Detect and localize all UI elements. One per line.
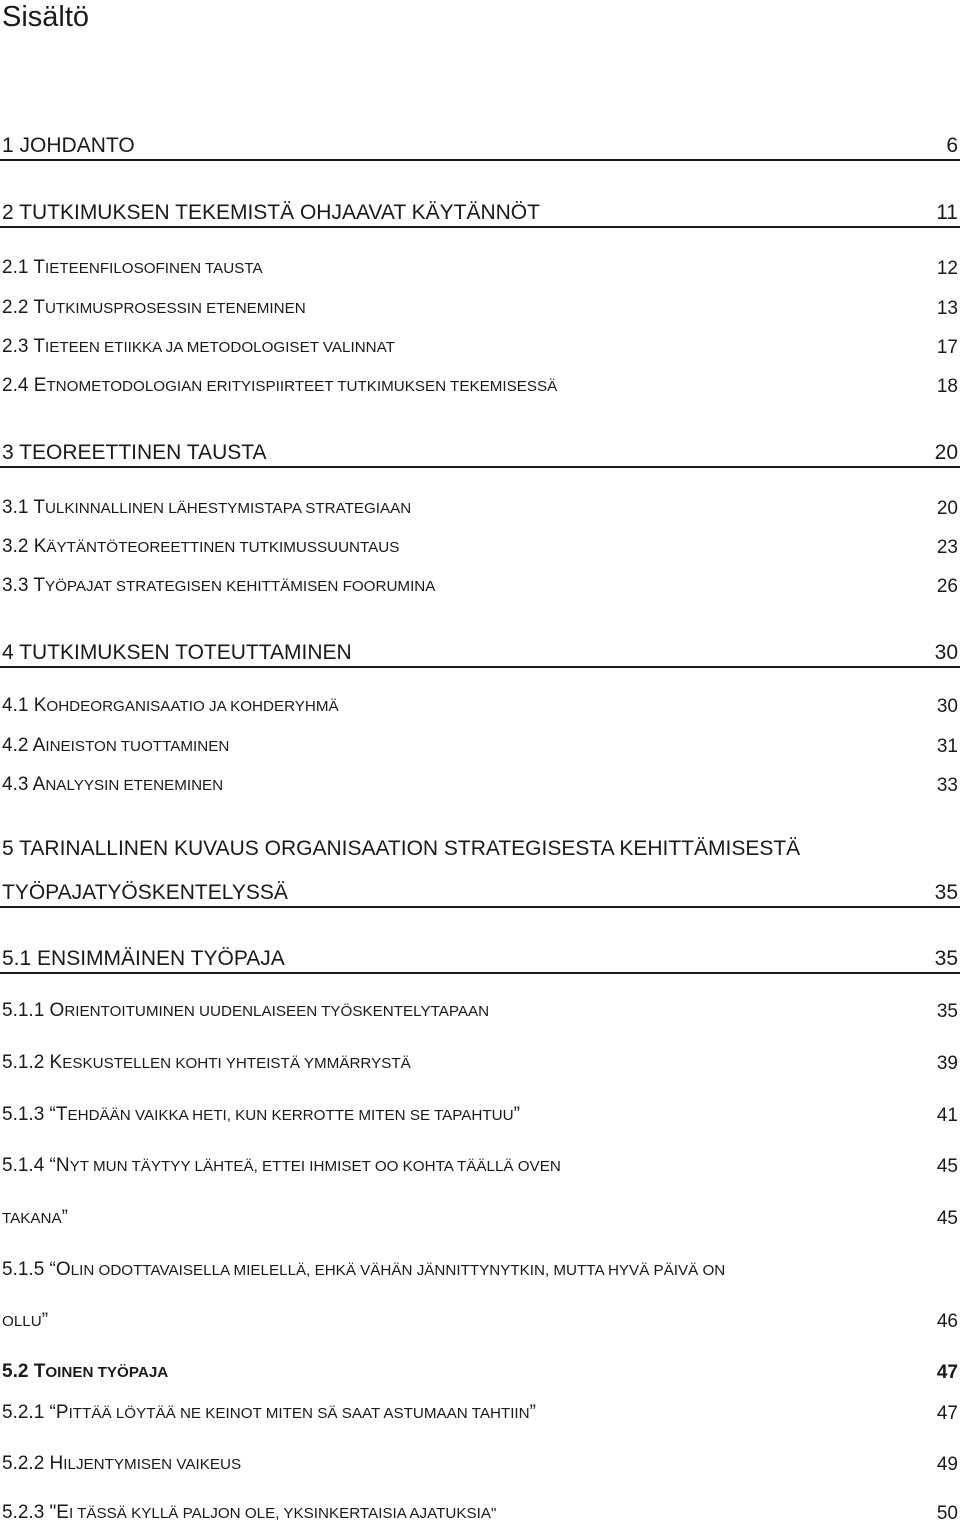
toc-title: “OLIN ODOTTAVAISELLA MIELELLÄ, EHKÄ VÄHÄN JÄNNITTYNYTKIN, MUTTA HYVÄ PÄIVÄ ON — [49, 1259, 726, 1280]
toc-entry-5-2-3[interactable] — [0, 1500, 960, 1526]
toc-title: TUTKIMUSPROSESSIN ETENEMINEN — [33, 297, 306, 318]
toc-title: HILJENTYMISEN VAIKEUS — [49, 1453, 242, 1474]
toc-number: 5.1.2 — [2, 1052, 45, 1073]
toc-number: 5.1.5 — [2, 1259, 45, 1280]
toc-entry-4[interactable] — [0, 638, 960, 668]
toc-entry-2-2[interactable] — [0, 295, 960, 321]
toc-title: TULKINNALLINEN LÄHESTYMISTAPA STRATEGIAAN — [33, 497, 412, 518]
toc-page: 35 — [936, 1001, 958, 1022]
toc-title: TEOREETTINEN TAUSTA — [19, 441, 267, 464]
toc-number: 5 — [2, 837, 14, 860]
toc-number: 3.1 — [2, 497, 29, 518]
toc-page: 20 — [934, 441, 958, 464]
toc-number: 4.2 — [2, 735, 29, 756]
toc-page: 35 — [934, 881, 958, 904]
toc-page: 45 — [936, 1208, 958, 1229]
toc-title: KOHDEORGANISAATIO JA KOHDERYHMÄ — [33, 695, 339, 716]
toc-title: TOINEN TYÖPAJA — [33, 1361, 169, 1382]
toc-entry-2-1[interactable] — [0, 255, 960, 281]
toc-title: TUTKIMUKSEN TEKEMISTÄ OHJAAVAT KÄYTÄNNÖT — [19, 201, 540, 224]
toc-number: 5.1.1 — [2, 1000, 45, 1021]
toc-entry-3-2[interactable] — [0, 534, 960, 560]
toc-page: 47 — [936, 1362, 958, 1383]
toc-entry-4-1[interactable] — [0, 693, 960, 719]
toc-title: “NYT MUN TÄYTYY LÄHTEÄ, ETTEI IHMISET OO KOHTA TÄÄLLÄ OVEN — [49, 1155, 561, 1176]
toc-title: ANALYYSIN ETENEMINEN — [32, 774, 224, 795]
toc-number: 5.1 — [2, 947, 32, 970]
toc-page: 45 — [936, 1156, 958, 1177]
toc-number: 2.3 — [2, 336, 29, 357]
toc-entry-4-2[interactable] — [0, 733, 960, 759]
toc-entry-3[interactable] — [0, 438, 960, 468]
toc-page: 13 — [936, 298, 958, 319]
toc-page: 23 — [936, 537, 958, 558]
toc-title: "EI TÄSSÄ KYLLÄ PALJON OLE, YKSINKERTAISIA AJATUKSIA" — [49, 1502, 497, 1523]
toc-title-cont: OLLU — [2, 1313, 42, 1330]
toc-page: 12 — [936, 258, 958, 279]
toc-title: TIETEENFILOSOFINEN TAUSTA — [33, 257, 263, 278]
toc-title: TIETEEN ETIIKKA JA METODOLOGISET VALINNAT — [33, 336, 395, 357]
toc-number: 2.4 — [2, 375, 29, 396]
toc-entry-5-1-5[interactable] — [0, 1257, 960, 1283]
toc-page: 11 — [936, 201, 958, 224]
toc-entry-5[interactable] — [0, 836, 960, 908]
page-title: Sisältö — [2, 1, 90, 33]
toc-title: KÄYTÄNTÖTEOREETTINEN TUTKIMUSSUUNTAUS — [33, 536, 400, 557]
toc-page: 35 — [934, 947, 958, 970]
toc-number: 5.2.3 — [2, 1502, 45, 1523]
toc-page: 33 — [936, 775, 958, 796]
toc-page: 20 — [936, 498, 958, 519]
toc-title: ETNOMETODOLOGIAN ERITYISPIIRTEET TUTKIMUKSEN TEKEMISESSÄ — [33, 375, 558, 396]
toc-title: “PITTÄÄ LÖYTÄÄ NE KEINOT MITEN SÄ SAAT ASTUMAAN TAHTIIN” — [49, 1402, 536, 1423]
toc-number: 2.2 — [2, 297, 29, 318]
toc-page: 17 — [936, 337, 958, 358]
toc-title: “TEHDÄÄN VAIKKA HETI, KUN KERROTTE MITEN SE TAPAHTUU” — [49, 1104, 520, 1125]
toc-entry-2[interactable] — [0, 198, 960, 228]
toc-number: 1 — [2, 134, 14, 157]
toc-entry-5-2-1[interactable] — [0, 1400, 960, 1426]
toc-title-cont: TAKANA — [2, 1210, 62, 1227]
toc-number: 4.3 — [2, 774, 29, 795]
toc-title: KESKUSTELLEN KOHTI YHTEISTÄ YMMÄRRYSTÄ — [49, 1052, 411, 1073]
toc-number: 2 — [2, 201, 14, 224]
toc-number: 3 — [2, 441, 14, 464]
toc-page: 46 — [936, 1311, 958, 1332]
toc-entry-3-3[interactable] — [0, 573, 960, 599]
toc-page: 6 — [946, 134, 958, 157]
toc-title: JOHDANTO — [19, 134, 135, 157]
toc-entry-3-1[interactable] — [0, 495, 960, 521]
toc-number: 5.2.2 — [2, 1453, 45, 1474]
toc-entry-5-2-2[interactable] — [0, 1451, 960, 1477]
toc-page: 18 — [936, 376, 958, 397]
toc-page: 26 — [936, 576, 958, 597]
toc-entry-5-1-2[interactable] — [0, 1050, 960, 1076]
toc-page: 50 — [936, 1503, 958, 1524]
toc-entry-5-2[interactable] — [0, 1359, 960, 1385]
toc-number: 4 — [2, 641, 14, 664]
toc-page: 30 — [934, 641, 958, 664]
toc-page: 47 — [936, 1403, 958, 1424]
toc-entry-5-1[interactable] — [0, 944, 960, 974]
toc-entry-2-3[interactable] — [0, 334, 960, 360]
toc-number: 5.2 — [2, 1361, 29, 1382]
toc-page: 31 — [936, 736, 958, 757]
toc-title: TUTKIMUKSEN TOTEUTTAMINEN — [19, 641, 352, 664]
toc-page: 49 — [936, 1454, 958, 1475]
toc-number: 3.2 — [2, 536, 29, 557]
toc-number: 5.1.3 — [2, 1104, 45, 1125]
toc-entry-1[interactable] — [0, 131, 960, 161]
toc-entry-5-1-1[interactable] — [0, 998, 960, 1024]
toc-entry-5-1-5-cont[interactable]: OLLU” 46 — [2, 1310, 958, 1332]
toc-page: 39 — [936, 1053, 958, 1074]
toc-entry-5-1-4-cont[interactable]: TAKANA” 45 — [2, 1207, 958, 1229]
toc-title: TYÖPAJAT STRATEGISEN KEHITTÄMISEN FOORUMINA — [33, 575, 436, 596]
toc-number: 3.3 — [2, 575, 29, 596]
toc-title: ORIENTOITUMINEN UUDENLAISEEN TYÖSKENTELYTAPAAN — [49, 1000, 490, 1021]
toc-number: 4.1 — [2, 695, 29, 716]
toc-entry-4-3[interactable] — [0, 772, 960, 798]
toc-title-line2: TYÖPAJATYÖSKENTELYSSÄ — [2, 881, 288, 904]
toc-entry-5-1-3[interactable] — [0, 1102, 960, 1128]
toc-title: ENSIMMÄINEN TYÖPAJA — [37, 947, 285, 970]
toc-title-line1: TARINALLINEN KUVAUS ORGANISAATION STRATEGISESTA KEHITTÄMISESTÄ — [19, 837, 801, 860]
toc-entry-2-4[interactable] — [0, 373, 960, 399]
toc-title: AINEISTON TUOTTAMINEN — [32, 735, 230, 756]
toc-page: 30 — [936, 696, 958, 717]
toc-entry-5-1-4[interactable] — [0, 1153, 960, 1179]
toc-number: 5.2.1 — [2, 1402, 45, 1423]
toc-number: 5.1.4 — [2, 1155, 45, 1176]
toc-number: 2.1 — [2, 257, 29, 278]
toc-page: 41 — [936, 1105, 958, 1126]
